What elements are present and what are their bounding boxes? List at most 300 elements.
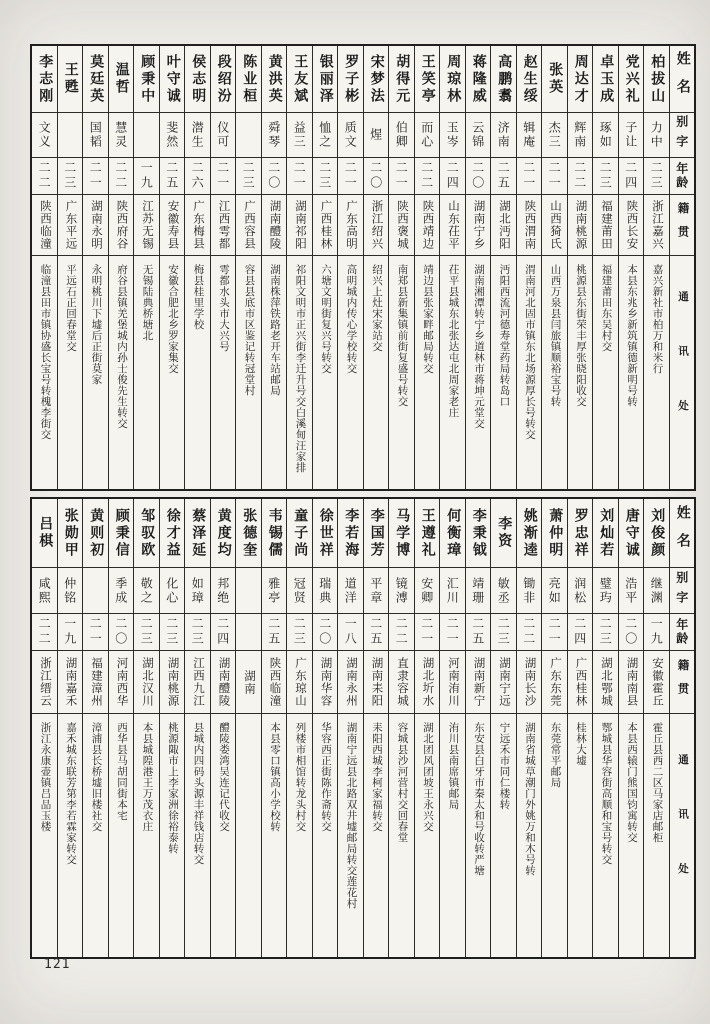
person-courtesy-cell	[466, 113, 491, 158]
header-courtesy	[670, 113, 695, 158]
person-name-cell	[542, 46, 567, 113]
person-age: 一八	[343, 617, 358, 647]
person-age: 二一	[547, 161, 562, 191]
person-contact-cell	[211, 714, 236, 957]
person-origin-cell	[236, 651, 261, 714]
person-courtesy: 舜琴	[266, 121, 281, 149]
person-contact-cell	[440, 256, 465, 489]
person-origin: 湖南耒阳	[370, 657, 383, 707]
person-contact-cell	[83, 256, 108, 489]
person-contact: 东安县白牙市秦太和号收转严塘	[473, 722, 484, 876]
person-origin-cell	[313, 651, 338, 714]
person-courtesy-cell	[517, 113, 542, 158]
person-name-cell	[185, 499, 210, 568]
person-contact: 霍丘县西二区马家店邮柜	[651, 722, 663, 843]
person-age-cell	[491, 614, 516, 651]
person-contact: 鄂城县华容街高顺和宝号转交	[600, 722, 612, 865]
person-age-cell	[185, 614, 210, 651]
person-column	[210, 46, 236, 489]
person-origin: 湖南华容	[319, 657, 332, 707]
person-age: 一九	[649, 617, 664, 647]
header-age	[670, 158, 695, 195]
person-courtesy: 伯卿	[394, 121, 409, 149]
person-contact: 容城县沙河营村交回春堂	[396, 722, 408, 843]
person-contact-cell	[389, 256, 414, 489]
person-courtesy-cell	[644, 113, 669, 158]
person-courtesy: 瑞典	[317, 576, 332, 605]
person-name: 胡得元	[394, 53, 410, 105]
person-contact: 嘉兴新社市柏万和米行	[651, 264, 663, 374]
person-origin-cell	[644, 195, 669, 256]
person-name: 张德奎	[241, 507, 257, 559]
person-age-cell	[517, 158, 542, 195]
person-column	[439, 499, 465, 957]
person-origin: 安徽霍丘	[651, 657, 663, 707]
person-age-cell	[160, 614, 185, 651]
person-courtesy-cell	[32, 113, 57, 158]
person-age-cell	[389, 614, 414, 651]
person-courtesy: 质文	[343, 121, 358, 149]
person-origin-cell	[313, 195, 338, 256]
person-column	[516, 46, 542, 489]
person-origin: 湖北沔阳	[498, 200, 510, 250]
person-courtesy-cell	[83, 113, 108, 158]
person-contact-cell	[313, 256, 338, 489]
person-contact-cell	[338, 714, 363, 957]
person-contact: 靖边县张家畔邮局转交	[422, 264, 433, 374]
person-courtesy: 济南	[496, 121, 511, 149]
person-contact-cell	[58, 714, 83, 957]
person-name: 银丽泽	[317, 53, 333, 105]
person-name-cell	[491, 46, 516, 113]
person-origin: 陕西临潼	[39, 200, 51, 250]
person-courtesy-cell	[185, 568, 210, 614]
person-contact-cell	[466, 714, 491, 957]
person-contact-cell	[466, 256, 491, 489]
person-age: 二二	[572, 161, 587, 191]
person-contact: 耒阳西城李柯家福转交	[371, 722, 382, 832]
person-contact-cell	[211, 256, 236, 489]
person-courtesy-cell	[389, 113, 414, 158]
person-origin: 浙江缙云	[39, 657, 51, 707]
person-name-cell	[389, 46, 414, 113]
person-name-cell	[338, 499, 363, 568]
person-age: 二五	[496, 161, 511, 191]
person-origin-cell	[185, 651, 210, 714]
person-origin-cell	[466, 195, 491, 256]
person-courtesy-cell	[134, 568, 159, 614]
person-contact-cell	[593, 714, 618, 957]
person-age-cell	[236, 158, 261, 195]
person-contact: 祁阳文明市正兴街李迁升号交白溪甸汪家排	[294, 264, 306, 473]
person-age-cell	[211, 614, 236, 651]
person-column	[159, 499, 185, 957]
person-contact-cell	[491, 714, 516, 957]
person-contact: 湖南省城草潮门外姚万和木号转	[524, 722, 535, 876]
person-name: 韦锡儒	[266, 507, 282, 559]
person-age-cell	[58, 158, 83, 195]
person-origin-cell	[185, 195, 210, 256]
person-age: 二五	[164, 161, 179, 191]
person-name-cell	[415, 499, 440, 568]
person-contact: 六塘文明街复兴号转交	[320, 264, 331, 374]
person-origin-cell	[644, 651, 669, 714]
person-courtesy-cell	[236, 568, 261, 614]
person-age: 一九	[139, 161, 154, 191]
person-age-cell	[211, 158, 236, 195]
person-origin: 广东平远	[64, 200, 77, 250]
person-origin-cell	[593, 195, 618, 256]
person-origin-cell	[364, 195, 389, 256]
person-courtesy: 而心	[419, 121, 434, 149]
person-origin-cell	[619, 195, 644, 256]
person-origin-cell	[262, 195, 287, 256]
person-origin: 福建莆田	[600, 200, 612, 250]
header-courtesy-label: 别字	[674, 570, 689, 611]
person-courtesy: 仪可	[215, 121, 230, 149]
person-courtesy: 玉岑	[445, 121, 460, 149]
person-contact: 绍兴上灶宋家站交	[371, 264, 382, 352]
person-courtesy: 文义	[37, 121, 52, 149]
person-courtesy-cell	[619, 113, 644, 158]
person-name: 张英	[547, 62, 563, 96]
person-name-cell	[287, 499, 312, 568]
person-age-cell	[134, 614, 159, 651]
person-contact: 高明城内传心学校转交	[345, 264, 357, 374]
header-courtesy	[670, 568, 695, 614]
person-contact: 安徽合肥北乡罗家集交	[167, 264, 178, 374]
person-contact: 洧川县南席镇邮局	[447, 722, 459, 810]
person-origin: 湖南宁远	[498, 657, 510, 707]
person-age-cell	[593, 158, 618, 195]
person-contact: 沔阳西流河德寿堂药局转岛口	[498, 264, 510, 407]
person-column	[235, 46, 261, 489]
person-age: 一九	[62, 617, 77, 647]
person-name: 王遵礼	[419, 507, 435, 559]
person-name: 罗子彬	[343, 53, 359, 105]
person-contact: 桃源陬市上李家洲徐裕泰转	[167, 722, 178, 854]
person-courtesy: 力中	[649, 121, 664, 149]
person-origin: 湖北圻水	[421, 657, 434, 707]
person-name: 顾秉信	[113, 507, 129, 559]
person-name: 童子尚	[292, 507, 308, 559]
person-origin: 湖北鄂城	[600, 657, 612, 707]
person-name: 徐才益	[164, 507, 180, 559]
person-contact: 永明桃川下墟后正街莫家	[90, 264, 102, 385]
person-contact-cell	[134, 256, 159, 489]
person-age-cell	[542, 614, 567, 651]
person-contact: 醴陵娄湾吴连记代收交	[218, 722, 229, 832]
person-column	[133, 46, 159, 489]
person-courtesy: 咸熙	[37, 576, 52, 605]
person-courtesy: 煋	[368, 128, 383, 142]
person-column	[82, 46, 108, 489]
person-courtesy: 锄非	[521, 576, 536, 605]
person-name: 黄则初	[88, 507, 104, 559]
person-name: 蔡泽延	[190, 507, 206, 559]
person-contact-cell	[160, 714, 185, 957]
person-origin: 陕西褒城	[396, 200, 408, 250]
person-column	[184, 499, 210, 957]
person-name: 李资	[496, 516, 512, 550]
person-age-cell	[83, 614, 108, 651]
header-origin	[670, 651, 695, 714]
person-origin-cell	[236, 195, 261, 256]
person-name: 萧仲明	[547, 507, 563, 559]
person-courtesy-cell	[109, 113, 134, 158]
person-name-cell	[287, 46, 312, 113]
header-age-label: 年龄	[674, 618, 689, 646]
person-name: 卓玉成	[598, 53, 614, 105]
person-age: 二三	[292, 617, 307, 647]
person-column	[490, 499, 516, 957]
person-age-cell	[338, 158, 363, 195]
person-contact: 本县东兆乡新筑镇德新明号转	[626, 264, 637, 407]
person-age-cell	[185, 158, 210, 195]
person-age-cell	[338, 614, 363, 651]
person-origin: 湖南祁阳	[294, 200, 306, 250]
person-age-cell	[568, 614, 593, 651]
person-column	[643, 499, 669, 957]
person-courtesy-cell	[185, 113, 210, 158]
person-origin: 山东茌平	[447, 200, 459, 250]
person-courtesy-cell	[415, 113, 440, 158]
person-column	[541, 46, 567, 489]
directory-table-bottom	[30, 497, 696, 959]
person-origin-cell	[109, 651, 134, 714]
person-name-cell	[644, 46, 669, 113]
person-name-cell	[313, 499, 338, 568]
person-courtesy: 益三	[292, 121, 307, 149]
person-name-cell	[211, 46, 236, 113]
person-name-cell	[83, 499, 108, 568]
person-contact-cell	[415, 714, 440, 957]
header-name-label: 姓名	[674, 51, 690, 107]
person-age: 二三	[598, 617, 613, 647]
person-name-cell	[58, 499, 83, 568]
person-courtesy-cell	[491, 113, 516, 158]
person-age-cell	[517, 614, 542, 651]
person-age: 二二	[394, 617, 409, 647]
person-column	[235, 499, 261, 957]
person-origin-cell	[389, 195, 414, 256]
person-courtesy-cell	[491, 568, 516, 614]
person-age: 二三	[164, 617, 179, 647]
person-column	[159, 46, 185, 489]
person-column	[261, 499, 287, 957]
person-courtesy-cell	[568, 113, 593, 158]
person-age: 二五	[470, 617, 485, 647]
person-name-cell	[644, 499, 669, 568]
person-age: 二〇	[623, 617, 638, 647]
person-name: 马学博	[394, 507, 410, 559]
person-courtesy-cell	[364, 568, 389, 614]
person-contact-cell	[32, 256, 57, 489]
person-name: 赵生绥	[521, 53, 537, 105]
person-origin: 陕西长安	[625, 200, 638, 250]
person-column	[184, 46, 210, 489]
person-age-cell	[313, 158, 338, 195]
person-courtesy-cell	[542, 568, 567, 614]
person-age-cell	[134, 158, 159, 195]
person-age-cell	[568, 158, 593, 195]
person-origin: 湖南嘉禾	[64, 657, 77, 707]
person-courtesy-cell	[593, 113, 618, 158]
person-name: 侯志明	[190, 53, 206, 105]
person-contact-cell	[262, 714, 287, 957]
person-name: 黄度均	[215, 507, 231, 559]
person-column	[57, 499, 83, 957]
person-origin-cell	[109, 195, 134, 256]
header-name-label: 姓名	[674, 505, 690, 561]
person-age: 二二	[37, 617, 52, 647]
person-column	[592, 499, 618, 957]
person-courtesy: 辉南	[572, 121, 587, 149]
person-contact: 府谷县镇羌堡城内孙士俊先生转交	[116, 264, 127, 429]
person-courtesy-cell	[236, 113, 261, 158]
person-name: 李志刚	[37, 53, 53, 105]
person-origin-cell	[83, 651, 108, 714]
header-origin	[670, 195, 695, 256]
person-name-cell	[262, 499, 287, 568]
person-column	[312, 46, 338, 489]
person-name-cell	[593, 46, 618, 113]
person-age-cell	[644, 158, 669, 195]
person-origin-cell	[58, 651, 83, 714]
person-age: 二四	[445, 161, 460, 191]
person-column	[618, 46, 644, 489]
person-origin: 湖南新宁	[472, 657, 485, 707]
person-origin-cell	[440, 651, 465, 714]
person-name: 吕棋	[37, 516, 53, 550]
person-contact: 福建莆田东吴村交	[600, 264, 612, 352]
person-courtesy-cell	[109, 568, 134, 614]
person-origin: 湖南永明	[90, 200, 102, 250]
person-courtesy-cell	[338, 113, 363, 158]
person-name-cell	[109, 46, 134, 113]
person-origin-cell	[32, 651, 57, 714]
person-age: 二六	[190, 161, 205, 191]
person-origin: 陕西靖边	[421, 200, 434, 250]
person-origin-cell	[491, 651, 516, 714]
person-contact: 梅县桂里学校	[192, 264, 204, 330]
person-name-cell	[440, 499, 465, 568]
person-contact: 本县城隍港王万茂衣庄	[141, 722, 153, 832]
person-name-cell	[32, 499, 57, 568]
person-age-cell	[364, 614, 389, 651]
person-contact-cell	[542, 714, 567, 957]
person-age-cell	[262, 614, 287, 651]
person-name: 姚渐逵	[521, 507, 537, 559]
person-age: 二三	[62, 161, 77, 191]
person-age-cell	[83, 158, 108, 195]
person-age-cell	[313, 614, 338, 651]
person-column	[82, 499, 108, 957]
person-age: 二三	[317, 161, 332, 191]
person-age-cell	[58, 614, 83, 651]
person-column	[261, 46, 287, 489]
person-name-cell	[593, 499, 618, 568]
person-origin-cell	[364, 651, 389, 714]
person-name: 周达才	[572, 53, 588, 105]
person-age: 二三	[139, 617, 154, 647]
person-origin-cell	[211, 651, 236, 714]
person-contact-cell	[287, 256, 312, 489]
person-column	[108, 46, 134, 489]
person-column	[490, 46, 516, 489]
person-age-cell	[32, 158, 57, 195]
person-contact-cell	[364, 256, 389, 489]
person-contact-cell	[644, 714, 669, 957]
person-origin: 湖南	[243, 669, 255, 695]
person-name-cell	[83, 46, 108, 113]
person-age: 二三	[496, 617, 511, 647]
person-contact-cell	[160, 256, 185, 489]
person-contact-cell	[236, 256, 261, 489]
person-origin: 广西桂林	[319, 200, 332, 250]
person-origin-cell	[211, 195, 236, 256]
person-contact-cell	[364, 714, 389, 957]
person-courtesy-cell	[160, 568, 185, 614]
person-column	[567, 46, 593, 489]
person-courtesy: 继渊	[649, 576, 664, 605]
person-name-cell	[160, 46, 185, 113]
person-contact-cell	[517, 256, 542, 489]
table-columns	[32, 46, 694, 489]
person-age: 二一	[445, 617, 460, 647]
person-age: 二一	[215, 161, 230, 191]
person-name: 何衡璋	[445, 507, 461, 559]
person-contact: 嘉禾城东联芳第李若霖家转交	[65, 722, 76, 865]
person-courtesy-cell	[338, 568, 363, 614]
person-contact-cell	[236, 714, 261, 957]
person-age: 二四	[572, 617, 587, 647]
person-name-cell	[389, 499, 414, 568]
person-name-cell	[364, 46, 389, 113]
person-contact: 本县零口镇高小学校转	[269, 722, 280, 832]
person-contact: 桃源县东街荣丰厚张晓阳收交	[575, 264, 586, 407]
header-courtesy-label: 别字	[674, 115, 689, 155]
person-contact: 浙江永康壶镇吕品玉楼	[39, 722, 51, 832]
row-header-column	[669, 46, 695, 489]
person-courtesy: 邦绝	[215, 576, 230, 605]
person-courtesy: 化心	[164, 576, 179, 605]
person-origin: 湖南永州	[345, 657, 357, 707]
person-contact-cell	[517, 714, 542, 957]
person-contact-cell	[185, 714, 210, 957]
directory-table-top	[30, 44, 696, 491]
person-origin: 河南洧川	[447, 657, 459, 707]
person-age-cell	[109, 158, 134, 195]
person-age-cell	[619, 158, 644, 195]
person-courtesy: 斐然	[164, 121, 179, 149]
person-courtesy-cell	[313, 113, 338, 158]
person-courtesy: 润松	[572, 576, 587, 605]
person-contact: 渭南河北固市镇东北场源厚长号转交	[524, 264, 535, 440]
person-origin: 广西容县	[243, 200, 255, 250]
person-age-cell	[287, 614, 312, 651]
person-age: 二四	[623, 161, 638, 191]
person-contact-cell	[619, 714, 644, 957]
person-name: 刘灿若	[598, 507, 614, 559]
person-age-cell	[542, 158, 567, 195]
person-age: 二〇	[266, 161, 281, 191]
person-contact: 湖南宁远县北路双井墟邮局转交莲花村	[345, 722, 357, 909]
person-origin-cell	[568, 195, 593, 256]
person-origin-cell	[517, 195, 542, 256]
person-name-cell	[134, 499, 159, 568]
person-origin: 湖南南县	[625, 657, 638, 707]
